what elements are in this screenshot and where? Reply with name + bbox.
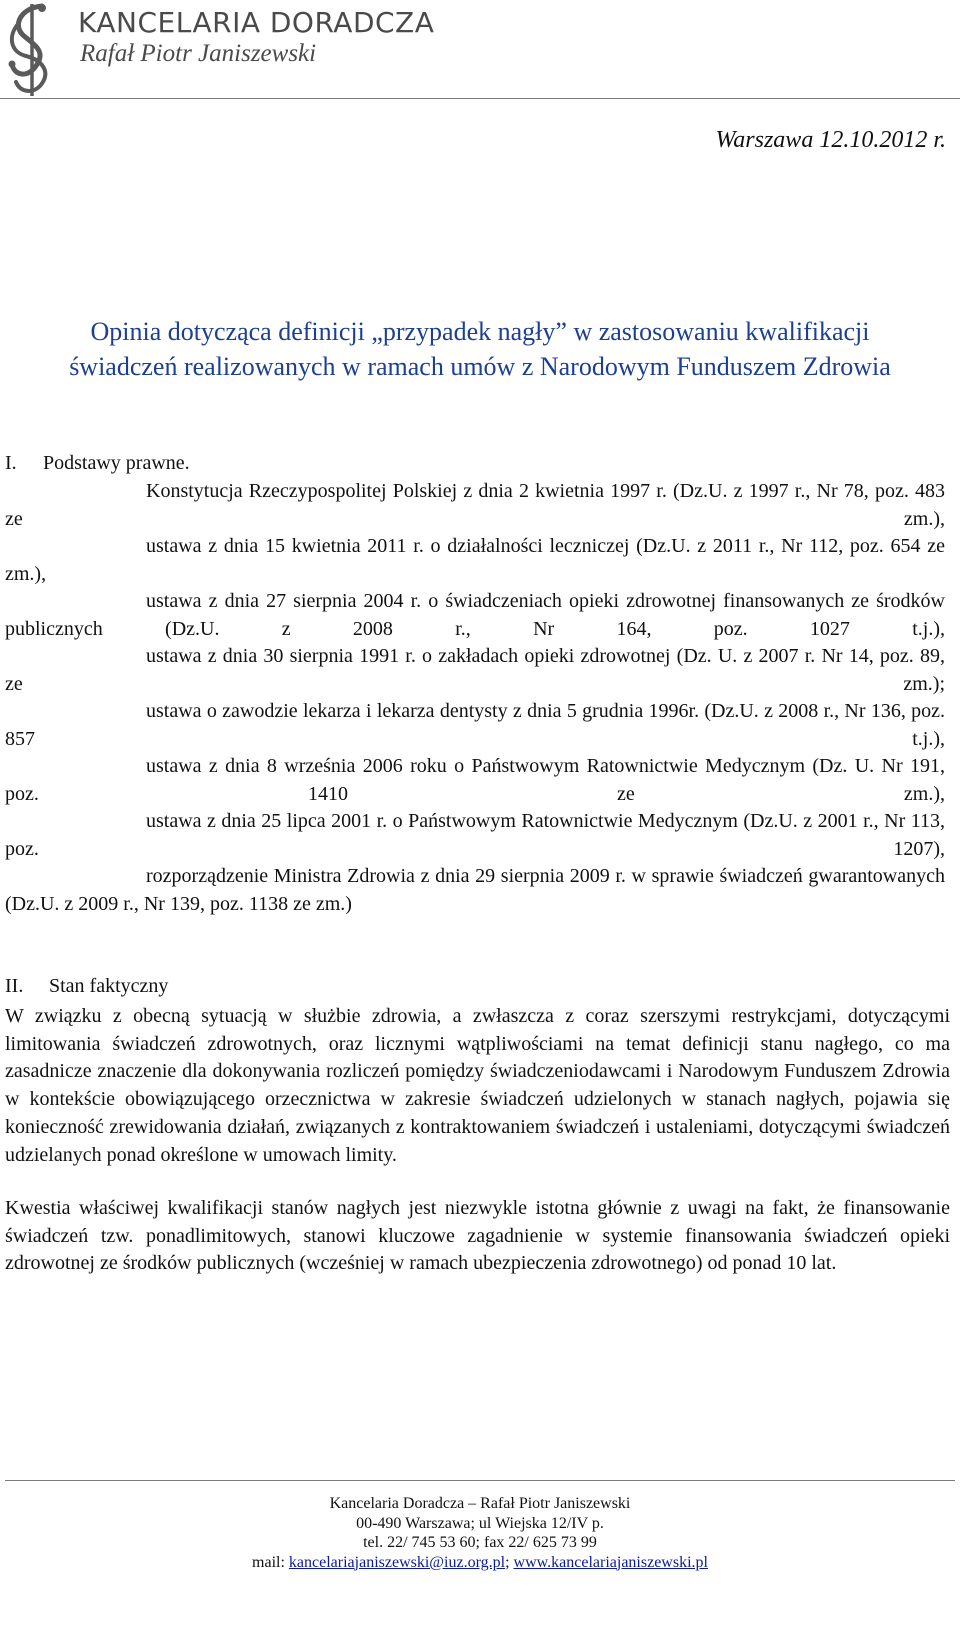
caduceus-paragraph-icon: [2, 2, 64, 98]
footer-firm-name: Kancelaria Doradcza – Rafał Piotr Janiszewski: [329, 1495, 631, 1512]
body-paragraph: Kwestia właściwej kwalifikacji stanów nagłych jest niezwykle istotna głównie z uwagi na fakt, że finansowanie świadczeń tzw. ponadlimitowych, stanowi kluczowe zagadnienie w systemie finansowania świadczeń opieki zdrowotnej ze środków publicznych (wcześniej w ramach ubezpieczenia zdrowotnego) od ponad 10 lat.: [5, 1197, 950, 1275]
firm-owner-name: Rafał Piotr Janiszewski: [80, 40, 317, 67]
section-1-heading: [5, 452, 190, 475]
letterhead: [0, 0, 960, 125]
legal-basis-item: rozporządzenie Ministra Zdrowia z dnia 29 sierpnia 2009 r. w sprawie świadczeń gwarantowanych (Dz.U. z 2009 r., Nr 139, poz. 1138 ze zm.): [5, 865, 945, 915]
legal-basis-item: ustawa o zawodzie lekarza i lekarza dentysty z dnia 5 grudnia 1996r. (Dz.U. z 2008 r., Nr 136, poz. 857 t.j.),: [5, 700, 945, 750]
website-link[interactable]: www.kancelariajaniszewski.pl: [513, 1553, 708, 1571]
footer-phone-fax: tel. 22/ 745 53 60; fax 22/ 625 73 99: [363, 1534, 597, 1551]
document-date: Warszawa 12.10.2012 r.: [715, 127, 946, 153]
section-1-number: I.: [5, 452, 17, 474]
legal-basis-item: ustawa z dnia 15 kwietnia 2011 r. o działalności leczniczej (Dz.U. z 2011 r., Nr 112, poz. 654 ze zm.),: [5, 535, 945, 585]
legal-basis-item: ustawa z dnia 30 sierpnia 1991 r. o zakładach opieki zdrowotnej (Dz. U. z 2007 r. Nr 14, poz. 89, ze zm.);: [5, 645, 945, 695]
mail-label: mail:: [252, 1553, 285, 1571]
footer-mail-line: [0, 1553, 960, 1573]
footer-divider: [5, 1480, 955, 1481]
document-title: [0, 314, 960, 384]
firm-name: KANCELARIA DORADCZA: [78, 6, 435, 39]
footer-address: 00-490 Warszawa; ul Wiejska 12/IV p.: [356, 1514, 604, 1532]
section-2-number: II.: [5, 975, 24, 997]
header-divider: [0, 98, 960, 99]
section-2-title: Stan faktyczny: [49, 975, 169, 997]
section-2-heading: [5, 975, 168, 998]
legal-basis-item: ustawa z dnia 8 września 2006 roku o Państwowym Ratownictwie Medycznym (Dz. U. Nr 191, poz. 1410 ze zm.),: [5, 755, 945, 805]
body-paragraph: W związku z obecną sytuacją w służbie zdrowia, a zwłaszcza z coraz szerszymi restrykcjami, dotyczącymi limitowania świadczeń zdrowotnych, oraz licznymi wątpliwościami na temat definicji stanu nagłego, co ma zasadnicze znaczenie dla dokonywania rozliczeń pomiędzy świadczeniodawcami i Narodowym Funduszem Zdrowia w kontekście obowiązującego orzecznictwa w zakresie świadczeń udzielonych w stanach nagłych, pojawia się konieczność zrewidowania działań, związanych z kontraktowaniem świadczeń i ustaleniami, dotyczącymi świadczeń udzielanych ponad określone w umowach limity.: [5, 1005, 950, 1166]
legal-basis-item: ustawa z dnia 27 sierpnia 2004 r. o świadczeniach opieki zdrowotnej finansowanych ze środków publicznych (Dz.U. z 2008 r., Nr 164, poz. 1027 t.j.),: [5, 590, 945, 640]
legal-basis-item: Konstytucja Rzeczypospolitej Polskiej z dnia 2 kwietnia 1997 r. (Dz.U. z 1997 r., Nr 78, poz. 483 ze zm.),: [5, 480, 945, 530]
legal-basis-item: ustawa z dnia 25 lipca 2001 r. o Państwowym Ratownictwie Medycznym (Dz.U. z 2001 r., Nr 113, poz. 1207),: [5, 810, 945, 860]
footer-contact: [0, 1494, 960, 1572]
title-line-2: świadczeń realizowanych w ramach umów z Narodowym Funduszem Zdrowia: [69, 352, 891, 381]
section-1-title: Podstawy prawne.: [43, 452, 190, 474]
link-separator: ;: [505, 1553, 510, 1571]
title-line-1: Opinia dotycząca definicji „przypadek nagły” w zastosowaniu kwalifikacji: [90, 317, 870, 346]
email-link[interactable]: kancelariajaniszewski@iuz.org.pl: [288, 1553, 506, 1571]
